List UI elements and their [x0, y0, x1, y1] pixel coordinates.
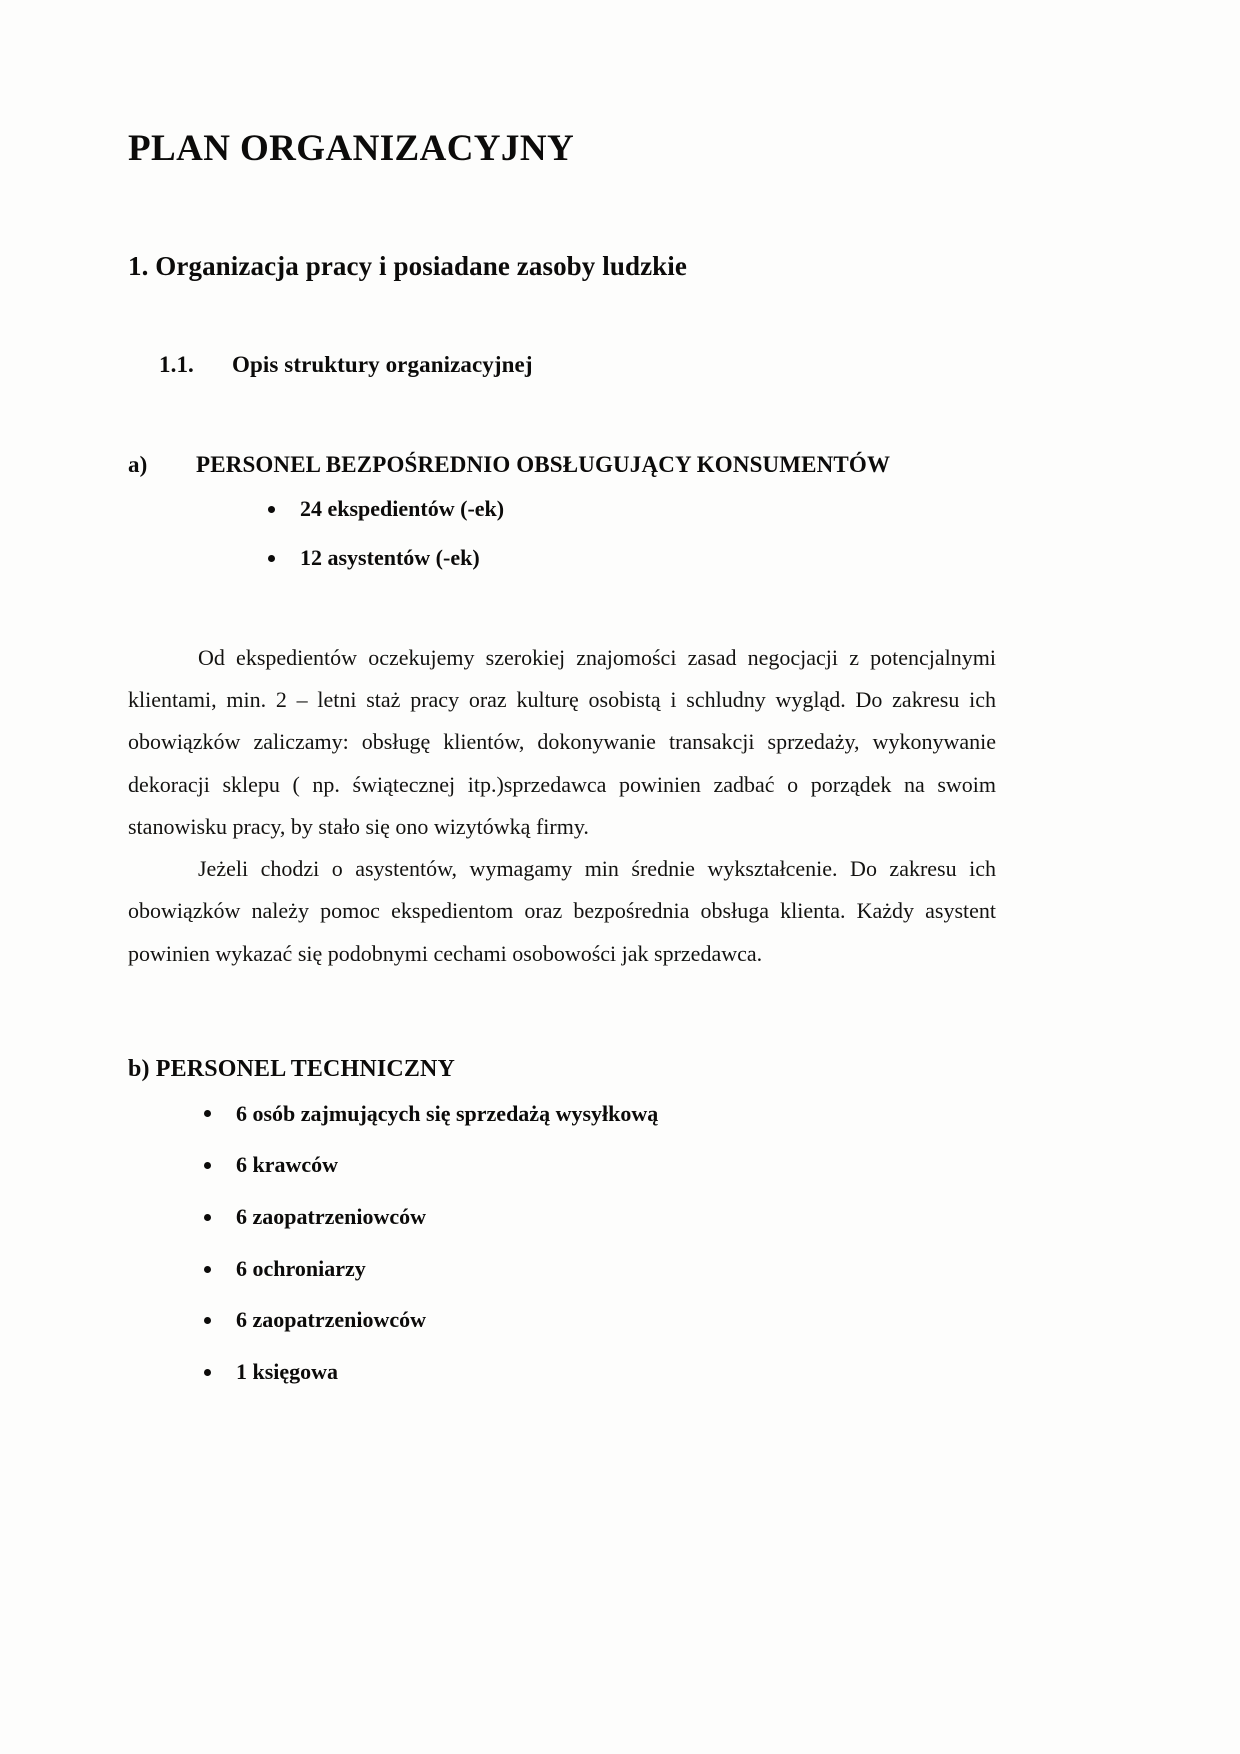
list-item	[300, 544, 996, 572]
subsection-heading-1-1	[128, 283, 996, 379]
bullet-dot-icon	[268, 506, 275, 513]
bullet-dot-icon	[204, 1162, 211, 1169]
page-title: PLAN ORGANIZACYJNY	[128, 128, 575, 169]
section-a-title: PERSONEL BEZPOŚREDNIO OBSŁUGUJĄCY KONSUMENTÓW	[196, 451, 891, 477]
list-item	[236, 1358, 996, 1386]
list-item-label: 1 księgowa	[236, 1359, 339, 1385]
section-heading-1: 1. Organizacja pracy i posiadane zasoby ludzkie	[128, 251, 687, 282]
page-content	[128, 0, 996, 1410]
bullet-dot-icon	[204, 1110, 211, 1117]
list-item-label: 24 ekspedientów (-ek)	[300, 496, 505, 522]
list-item-label: 6 zaopatrzeniowców	[236, 1307, 427, 1333]
list-item-label: 6 osób zajmujących się sprzedażą wysyłkową	[236, 1100, 659, 1126]
section-a-paragraph-2: Jeżeli chodzi o asystentów, wymagamy min średnie wykształcenie. Do zakresu ich obowiązków należy pomoc ekspedientom oraz bezpośrednia obsługa klienta. Każdy asystent powinien wykazać się podobnymi cechami osobowości jak sprzedawca.	[128, 856, 996, 966]
section-b-bullet-list	[128, 1084, 996, 1386]
list-item-label: 6 zaopatrzeniowców	[236, 1204, 427, 1230]
list-item	[236, 1306, 996, 1334]
list-item	[300, 495, 996, 523]
bullet-dot-icon	[268, 555, 275, 562]
bullet-dot-icon	[204, 1369, 211, 1376]
list-item	[236, 1151, 996, 1179]
list-item-label: 12 asystentów (-ek)	[300, 545, 480, 571]
list-item	[236, 1100, 996, 1128]
bullet-dot-icon	[204, 1317, 211, 1324]
section-a-bullet-list	[128, 478, 996, 571]
bullet-dot-icon	[204, 1214, 211, 1221]
section-a-heading	[128, 379, 996, 479]
list-item-label: 6 krawców	[236, 1152, 339, 1178]
bullet-dot-icon	[204, 1266, 211, 1273]
subsection-label: Opis struktury organizacyjnej	[232, 352, 533, 378]
list-item	[236, 1255, 996, 1283]
section-b-heading: b) PERSONEL TECHNICZNY	[128, 1055, 455, 1082]
section-a-letter: a)	[128, 451, 148, 477]
list-item	[236, 1203, 996, 1231]
section-a-paragraph-1: Od ekspedientów oczekujemy szerokiej znajomości zasad negocjacji z potencjalnymi klientami, min. 2 – letni staż pracy oraz kulturę osobistą i schludny wygląd. Do zakresu ich obowiązków zaliczamy: obsługę klientów, dokonywanie transakcji sprzedaży, wykonywanie dekoracji sklepu ( np. świątecznej itp.)sprzedawca powinien zadbać o porządek na swoim stanowisku pracy, by stało się ono wizytówką firmy.	[128, 644, 996, 839]
subsection-number: 1.1.	[159, 352, 194, 378]
list-item-label: 6 ochroniarzy	[236, 1255, 366, 1281]
